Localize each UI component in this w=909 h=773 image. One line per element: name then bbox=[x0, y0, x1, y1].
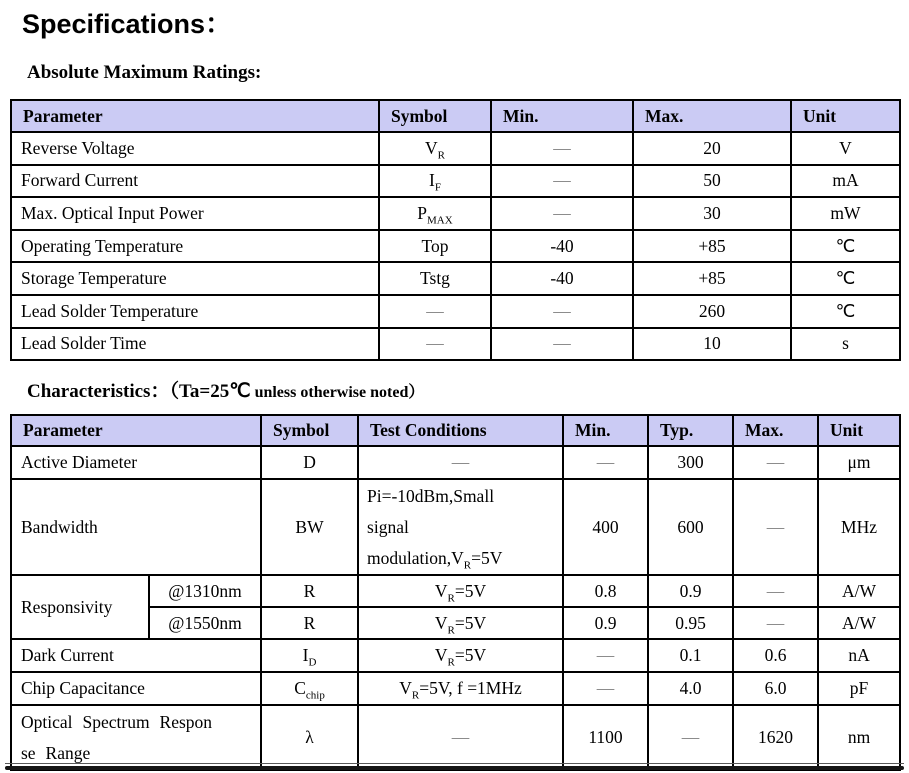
unit-cell: V bbox=[791, 132, 900, 165]
min-cell: — bbox=[563, 639, 648, 672]
table-row bbox=[11, 132, 900, 165]
typ-cell: 0.95 bbox=[648, 607, 733, 639]
test-conditions-cell: $V_R=5V$ bbox=[358, 607, 563, 639]
max-cell: +85 bbox=[633, 230, 791, 263]
amr-header-symbol: Symbol bbox=[379, 100, 491, 132]
test-conditions-cell: $V_R=5V$, f =1MHz bbox=[358, 672, 563, 705]
param-cell: Chip Capacitance bbox=[11, 672, 261, 705]
unit-cell: nm bbox=[818, 705, 900, 770]
unit-cell: A/W bbox=[818, 607, 900, 639]
unit-cell: mA bbox=[791, 165, 900, 198]
max-cell: 50 bbox=[633, 165, 791, 198]
max-cell: 1620 bbox=[733, 705, 818, 770]
typ-cell: 0.9 bbox=[648, 575, 733, 607]
characteristics-heading-text: Characteristics： bbox=[27, 381, 170, 402]
amr-header-row bbox=[11, 100, 900, 132]
test-conditions-cell: $V_R=5V$ bbox=[358, 639, 563, 672]
char-header-unit: Unit bbox=[818, 415, 900, 446]
table-row bbox=[11, 295, 900, 328]
characteristics-section-heading bbox=[27, 376, 424, 403]
param-cell: Dark Current bbox=[11, 639, 261, 672]
table-row-dark-current bbox=[11, 639, 900, 672]
table-row bbox=[11, 165, 900, 198]
typ-cell: 600 bbox=[648, 479, 733, 575]
characteristics-note-text: unless otherwise noted） bbox=[254, 384, 425, 401]
amr-section-heading: Absolute Maximum Ratings: bbox=[27, 62, 262, 83]
max-cell: +85 bbox=[633, 262, 791, 295]
param-cell: Lead Solder Time bbox=[11, 328, 379, 361]
min-cell: — bbox=[491, 197, 633, 230]
unit-cell: μm bbox=[818, 446, 900, 479]
amr-header-min: Min. bbox=[491, 100, 633, 132]
param-cell: Active Diameter bbox=[11, 446, 261, 479]
param-cell: Storage Temperature bbox=[11, 262, 379, 295]
min-cell: -40 bbox=[491, 262, 633, 295]
symbol-cell: $I_F$ bbox=[379, 165, 491, 198]
max-cell: — bbox=[733, 446, 818, 479]
symbol-cell: — bbox=[379, 295, 491, 328]
test-conditions-cell: — bbox=[358, 705, 563, 770]
symbol-cell: $I_D$ bbox=[261, 639, 358, 672]
unit-cell: ℃ bbox=[791, 262, 900, 295]
max-cell: 10 bbox=[633, 328, 791, 361]
unit-cell: ℃ bbox=[791, 230, 900, 263]
typ-cell: 0.1 bbox=[648, 639, 733, 672]
param-cell: Responsivity bbox=[11, 575, 149, 639]
amr-header-max: Max. bbox=[633, 100, 791, 132]
symbol-cell: Top bbox=[379, 230, 491, 263]
test-condition-line: Pi=-10dBm,Small bbox=[367, 485, 495, 506]
max-cell: — bbox=[733, 607, 818, 639]
param-cell: Lead Solder Temperature bbox=[11, 295, 379, 328]
typ-cell: 300 bbox=[648, 446, 733, 479]
max-cell: 0.6 bbox=[733, 639, 818, 672]
min-cell: -40 bbox=[491, 230, 633, 263]
test-condition-line: signal bbox=[367, 516, 409, 537]
param-cell: Operating Temperature bbox=[11, 230, 379, 263]
symbol-cell: $C_{chip}$ bbox=[261, 672, 358, 705]
table-row-spectrum-range bbox=[11, 705, 900, 770]
min-cell: — bbox=[563, 672, 648, 705]
unit-cell: MHz bbox=[818, 479, 900, 575]
page-title: Specifications： bbox=[22, 9, 233, 39]
characteristics-table bbox=[10, 414, 901, 771]
max-cell: — bbox=[733, 575, 818, 607]
table-row-responsivity-1310 bbox=[11, 575, 900, 607]
typ-cell: — bbox=[648, 705, 733, 770]
char-header-row bbox=[11, 415, 900, 446]
max-cell: 260 bbox=[633, 295, 791, 328]
table-row-chip-capacitance bbox=[11, 672, 900, 705]
param-cell: Forward Current bbox=[11, 165, 379, 198]
char-header-test-conditions: Test Conditions bbox=[358, 415, 563, 446]
test-condition-line: $modulation,V_R=5V$ bbox=[367, 547, 503, 571]
min-cell: — bbox=[491, 295, 633, 328]
char-header-max: Max. bbox=[733, 415, 818, 446]
symbol-cell: $V_R$ bbox=[379, 132, 491, 165]
char-header-typ: Typ. bbox=[648, 415, 733, 446]
max-cell: — bbox=[733, 479, 818, 575]
wavelength-cell: @1550nm bbox=[149, 607, 261, 639]
param-cell: Optical Spectrum Respon se Range bbox=[11, 705, 261, 770]
char-header-min: Min. bbox=[563, 415, 648, 446]
symbol-cell: Tstg bbox=[379, 262, 491, 295]
char-header-symbol: Symbol bbox=[261, 415, 358, 446]
symbol-cell: — bbox=[379, 328, 491, 361]
min-cell: 400 bbox=[563, 479, 648, 575]
unit-cell: nA bbox=[818, 639, 900, 672]
min-cell: — bbox=[491, 132, 633, 165]
table-row bbox=[11, 328, 900, 361]
param-cell: Bandwidth bbox=[11, 479, 261, 575]
unit-cell: ℃ bbox=[791, 295, 900, 328]
min-cell: — bbox=[563, 446, 648, 479]
symbol-cell: $P_{MAX}$ bbox=[379, 197, 491, 230]
char-header-parameter: Parameter bbox=[11, 415, 261, 446]
absolute-maximum-ratings-table bbox=[10, 99, 901, 361]
typ-cell: 4.0 bbox=[648, 672, 733, 705]
amr-header-unit: Unit bbox=[791, 100, 900, 132]
param-cell: Reverse Voltage bbox=[11, 132, 379, 165]
min-cell: 1100 bbox=[563, 705, 648, 770]
symbol-cell: R bbox=[261, 575, 358, 607]
min-cell: 0.9 bbox=[563, 607, 648, 639]
characteristics-note-condition: （Ta=25℃ bbox=[169, 381, 251, 402]
table-row-bandwidth bbox=[11, 479, 900, 575]
symbol-cell: λ bbox=[261, 705, 358, 770]
param-cell: Max. Optical Input Power bbox=[11, 197, 379, 230]
table-row bbox=[11, 197, 900, 230]
unit-cell: pF bbox=[818, 672, 900, 705]
test-conditions-cell: — bbox=[358, 446, 563, 479]
page-bottom-rule-bar bbox=[5, 766, 904, 771]
min-cell: 0.8 bbox=[563, 575, 648, 607]
unit-cell: A/W bbox=[818, 575, 900, 607]
min-cell: — bbox=[491, 328, 633, 361]
test-conditions-cell: $V_R=5V$ bbox=[358, 575, 563, 607]
max-cell: 20 bbox=[633, 132, 791, 165]
table-row bbox=[11, 230, 900, 263]
page-bottom-rule bbox=[5, 763, 904, 770]
table-row-active-diameter bbox=[11, 446, 900, 479]
test-conditions-cell bbox=[358, 479, 563, 575]
min-cell: — bbox=[491, 165, 633, 198]
symbol-cell: R bbox=[261, 607, 358, 639]
table-row bbox=[11, 262, 900, 295]
amr-header-parameter: Parameter bbox=[11, 100, 379, 132]
symbol-cell: D bbox=[261, 446, 358, 479]
max-cell: 30 bbox=[633, 197, 791, 230]
unit-cell: mW bbox=[791, 197, 900, 230]
symbol-cell: BW bbox=[261, 479, 358, 575]
wavelength-cell: @1310nm bbox=[149, 575, 261, 607]
max-cell: 6.0 bbox=[733, 672, 818, 705]
unit-cell: s bbox=[791, 328, 900, 361]
